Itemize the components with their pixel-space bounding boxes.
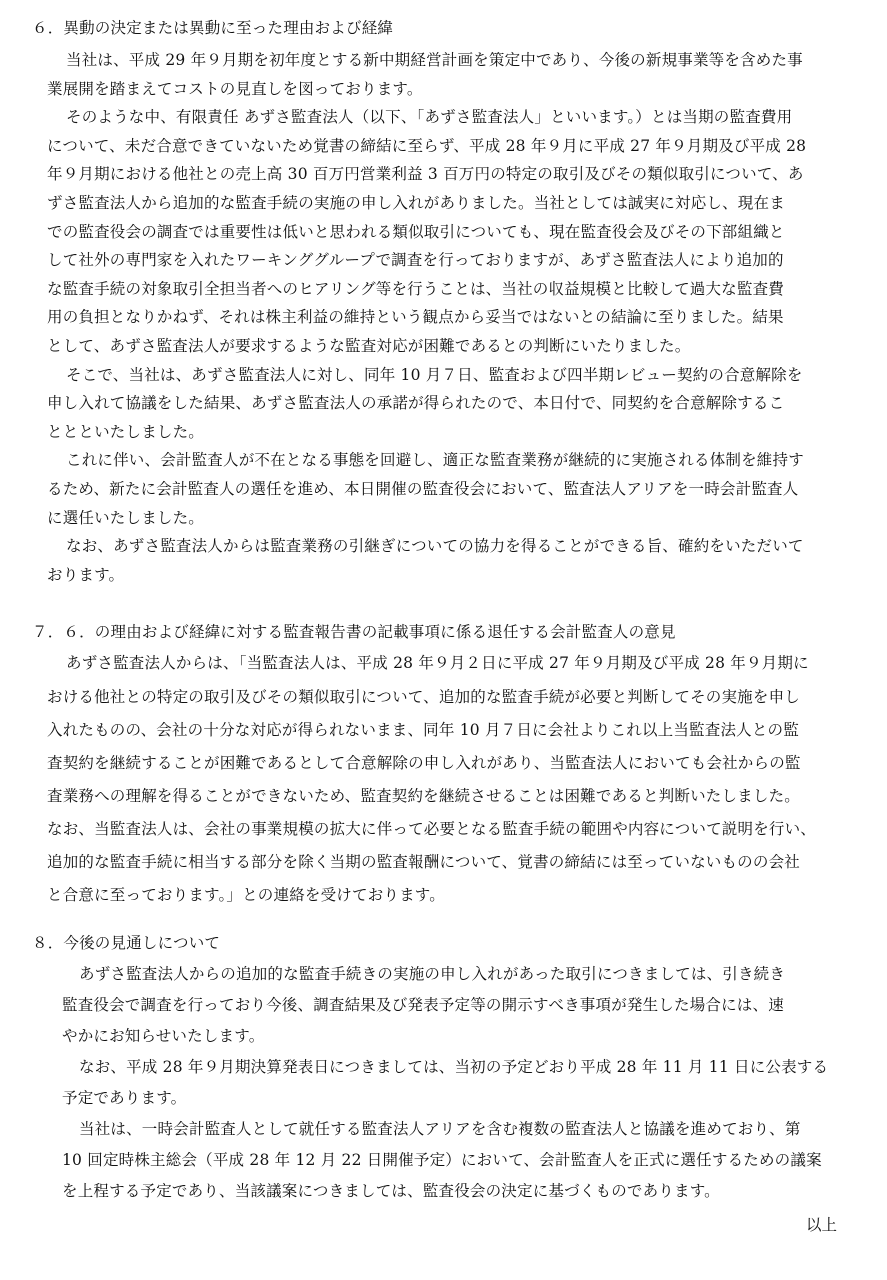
section-6-heading: ６．異動の決定または異動に至った理由および経緯 bbox=[32, 19, 394, 37]
section-7-line: 入れたものの、会社の十分な対応が得られないまま、同年 10 月７日に会社よりこれ以上当監査法人との監 bbox=[47, 721, 799, 739]
section-8-line: あずさ監査法人からの追加的な監査手続きの実施の申し入れがあった取引につきましては、引き続き bbox=[79, 965, 786, 983]
section-6-line: して社外の専門家を入れたワーキンググループで調査を行っておりますが、あずさ監査法人により追加的 bbox=[47, 251, 784, 269]
section-8-line: 予定であります。 bbox=[62, 1089, 187, 1107]
section-7-line: 査契約を継続することが困難であるとして合意解除の申し入れがあり、当監査法人においても会社からの監 bbox=[47, 754, 801, 772]
section-6-line: な監査手続の対象取引全担当者へのヒアリング等を行うことは、当社の収益規模と比較して過大な監査費 bbox=[47, 280, 784, 298]
section-6-line: そこで、当社は、あずさ監査法人に対し、同年 10 月７日、監査および四半期レビュー契約の合意解除を bbox=[66, 366, 803, 384]
section-6-line: として、あずさ監査法人が要求するような監査対応が困難であるとの判断にいたりました。 bbox=[47, 337, 691, 355]
section-6-line: について、未だ合意できていないため覚書の締結に至らず、平成 28 年９月に平成 27 年９月期及び平成 28 bbox=[47, 137, 807, 155]
section-8-line: やかにお知らせいたします。 bbox=[62, 1027, 265, 1045]
section-8-line: 10 回定時株主総会（平成 28 年 12 月 22 日開催予定）において、会計監査人を正式に選任するための議案 bbox=[62, 1151, 822, 1169]
section-8-line: 当社は、一時会計監査人として就任する監査法人アリアを含む複数の監査法人と協議を進めており、第 bbox=[79, 1120, 801, 1138]
section-7-line: おける他社との特定の取引及びその類似取引について、追加的な監査手続が必要と判断してその実施を申し bbox=[47, 688, 800, 706]
section-6-line: に選任いたしました。 bbox=[47, 509, 205, 527]
section-7-line: 査業務への理解を得ることができないため、監査契約を継続させることは困難であると判断いたしました。 bbox=[47, 787, 800, 805]
section-8-line: を上程する予定であり、当該議案につきましては、監査役会の決定に基づくものであります。 bbox=[62, 1182, 720, 1200]
section-8-line: なお、平成 28 年９月期決算発表日につきましては、当初の予定どおり平成 28 年 11 月 11 日に公表する bbox=[79, 1058, 829, 1076]
section-6-line: ととといたしました。 bbox=[47, 423, 205, 441]
section-6-line: ずさ監査法人から追加的な監査手続の実施の申し入れがありました。当社としては誠実に対応し、現在ま bbox=[47, 194, 785, 212]
section-6-line: これに伴い、会計監査人が不在となる事態を回避し、適正な監査業務が継続的に実施される体制を維持す bbox=[66, 451, 804, 469]
section-6-line: 用の負担となりかねず、それは株主利益の維持という観点から妥当ではないとの結論に至りました。結果 bbox=[47, 308, 784, 326]
section-7-line: と合意に至っております。」との連絡を受けております。 bbox=[47, 886, 445, 904]
section-7-line: あずさ監査法人からは、「当監査法人は、平成 28 年９月２日に平成 27 年９月期及び平成 28 年９月期に bbox=[66, 654, 809, 672]
section-7-line: 追加的な監査手続に相当する部分を除く当期の監査報酬について、覚書の締結には至っていないものの会社 bbox=[47, 853, 800, 871]
section-6-line: 年９月期における他社との売上高 30 百万円営業利益 3 百万円の特定の取引及びその類似取引について、あ bbox=[47, 165, 804, 183]
section-6-line: 申し入れて協議をした結果、あずさ監査法人の承諾が得られたので、本日付で、同契約を合意解除するこ bbox=[47, 394, 785, 412]
section-6-line: での監査役会の調査では重要性は低いと思われる類似取引についても、現在監査役会及びその下部組織と bbox=[47, 223, 785, 241]
closing-mark: 以上 bbox=[806, 1216, 838, 1234]
section-7-heading: ７．６．の理由および経緯に対する監査報告書の記載事項に係る退任する会計監査人の意見 bbox=[32, 623, 676, 641]
section-6-line: るため、新たに会計監査人の選任を進め、本日開催の監査役会において、監査法人アリアを一時会計監査人 bbox=[47, 480, 799, 498]
section-6-line: 業展開を踏まえてコストの見直しを図っております。 bbox=[47, 80, 423, 98]
section-6-line: そのような中、有限責任 あずさ監査法人（以下、「あずさ監査法人」といいます。）とは当期の監査費用 bbox=[66, 108, 793, 126]
section-8-heading: ８．今後の見通しについて bbox=[32, 934, 221, 952]
section-7-line: なお、当監査法人は、会社の事業規模の拡大に伴って必要となる監査手続の範囲や内容について説明を行い、 bbox=[47, 820, 816, 838]
section-6-line: 当社は、平成 29 年９月期を初年度とする新中期経営計画を策定中であり、今後の新規事業等を含めた事 bbox=[66, 51, 803, 69]
section-6-line: おります。 bbox=[47, 566, 125, 584]
section-6-line: なお、あずさ監査法人からは監査業務の引継ぎについての協力を得ることができる旨、確約をいただいて bbox=[66, 537, 804, 555]
section-8-line: 監査役会で調査を行っており今後、調査結果及び発表予定等の開示すべき事項が発生した場合には、速 bbox=[62, 996, 784, 1014]
